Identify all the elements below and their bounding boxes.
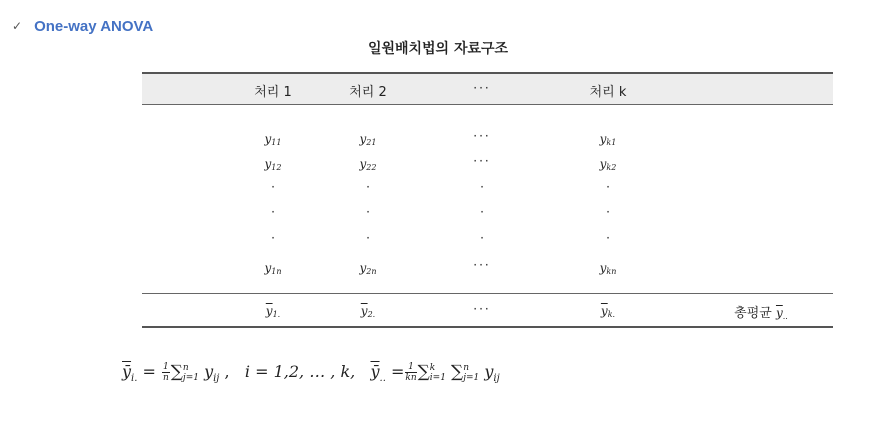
section-heading [12,16,153,36]
table-cell-dot: · [366,231,370,245]
grand-mean-label: 총평균 $\overline{y}_{..}$ [734,306,788,321]
table-cell-ellipsis: ··· [473,154,491,168]
table-cell: $y_{21}$ [359,132,377,147]
header-treatment-k: 처리 k [589,85,627,100]
table-cell-dot: · [480,231,484,245]
table-cell-dot: · [366,180,370,194]
mean-formula: $\overline{ȳ}_{i.}$ = $\frac{1}{n}$ ∑ n j=1 $y_{ij}$ , i = 1,2, … , k, $\overline{ȳ}_{..}$ = $\frac{1}{kn}$ ∑ k i=1 ∑ n j=1 $y_{ij}$ [122,362,500,385]
table-cell-ellipsis: ··· [473,129,491,143]
table-cell: $y_{k1}$ [599,132,617,147]
table-bottom-rule [142,326,833,328]
table-cell: $y_{12}$ [264,157,282,172]
table-cell-dot: · [271,205,275,219]
table-cell-dot: · [606,205,610,219]
table-top-rule [142,72,833,74]
table-cell-dot: · [606,180,610,194]
header-ellipsis: ··· [473,81,491,95]
table-cell-dot: · [271,231,275,245]
formula-lhs2: $\overline{ȳ}_{..}$ [370,362,386,385]
table-cell-dot: · [606,231,610,245]
table-cell: $y_{1n}$ [264,261,282,276]
table-cell: $y_{22}$ [359,157,377,172]
table-cell-dot: · [271,180,275,194]
table-cell: $y_{2n}$ [359,261,377,276]
section-title: One-way ANOVA [34,17,154,35]
mean-cell-ellipsis: ··· [473,302,491,316]
fraction-1-over-n: $\frac{1}{n}$ [163,362,169,383]
fraction-1-over-kn: $\frac{1}{kn}$ [405,362,417,383]
table-cell-dot: · [480,180,484,194]
table-caption: 일원배치법의 자료구조 [367,41,509,57]
formula-index-range: i = 1,2, … , k, [244,362,356,381]
table-cell-dot: · [366,205,370,219]
table-cell: $y_{k2}$ [599,157,617,172]
header-treatment-2: 처리 2 [349,85,387,100]
table-cell: $y_{kn}$ [599,261,617,276]
mean-cell: $\overline{y}_{1.}$ [265,304,281,319]
check-icon: ✓ [12,19,23,33]
table-cell-ellipsis: ··· [473,258,491,272]
table-means-rule [142,293,833,294]
table-cell: $y_{11}$ [264,132,282,147]
table-header-rule [142,104,833,105]
mean-cell: $\overline{y}_{k.}$ [600,304,616,319]
table-cell-dot: · [480,205,484,219]
formula-lhs1: $\overline{ȳ}_{i.}$ [122,362,138,385]
mean-cell: $\overline{y}_{2.}$ [360,304,376,319]
header-treatment-1: 처리 1 [254,85,292,100]
